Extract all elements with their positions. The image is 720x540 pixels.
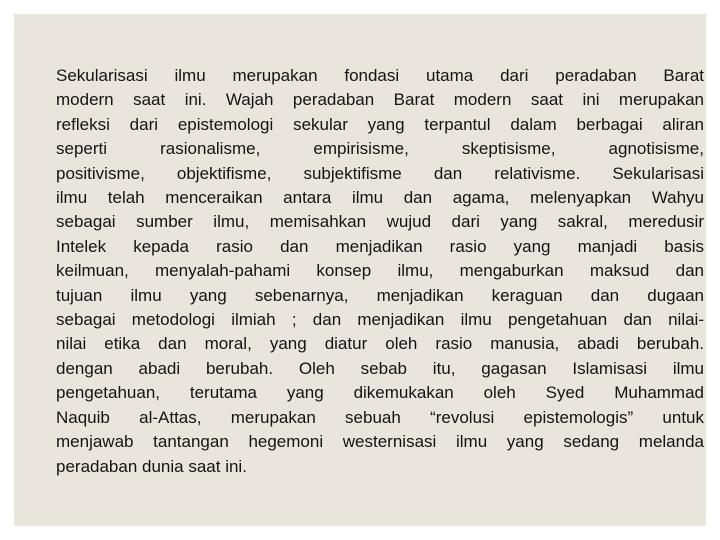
paragraph-line: ilmu telah menceraikan antara ilmu dan agama, melenyapkan Wahyu: [56, 188, 704, 208]
paragraph-line: Sekularisasi ilmu merupakan fondasi utama dari peradaban Barat: [56, 66, 704, 85]
body-paragraph: [56, 64, 704, 479]
paragraph-line: sebagai metodologi ilmiah ; dan menjadikan ilmu pengetahuan dan nilai-: [56, 310, 704, 330]
paragraph-line: pengetahuan, terutama yang dikemukakan oleh Syed Muhammad: [56, 383, 704, 403]
paragraph-line: positivisme, objektifisme, subjektifisme dan relativisme. Sekularisasi: [56, 163, 704, 183]
paragraph-line: sebagai sumber ilmu, memisahkan wujud dari yang sakral, meredusir: [56, 212, 704, 232]
paragraph-line: modern saat ini. Wajah peradaban Barat modern saat ini merupakan: [56, 90, 704, 110]
paragraph-line: nilai etika dan moral, yang diatur oleh rasio manusia, abadi berubah.: [56, 334, 704, 354]
slide-background: [14, 14, 706, 526]
paragraph-line: peradaban dunia saat ini.: [56, 456, 247, 476]
paragraph-line: Naquib al-Attas, merupakan sebuah “revolusi epistemologis” untuk: [56, 407, 704, 427]
paragraph-line: Intelek kepada rasio dan menjadikan rasio yang manjadi basis: [56, 236, 704, 256]
paragraph-line: tujuan ilmu yang sebenarnya, menjadikan keraguan dan dugaan: [56, 285, 704, 305]
paragraph-line: keilmuan, menyalah-pahami konsep ilmu, mengaburkan maksud dan: [56, 261, 704, 281]
paragraph-line: dengan abadi berubah. Oleh sebab itu, gagasan Islamisasi ilmu: [56, 358, 704, 378]
paragraph-line: seperti rasionalisme, empirisisme, skeptisisme, agnotisisme,: [56, 139, 704, 159]
paragraph-line: menjawab tantangan hegemoni westernisasi ilmu yang sedang melanda: [56, 432, 704, 452]
paragraph-line: refleksi dari epistemologi sekular yang terpantul dalam berbagai aliran: [56, 114, 704, 134]
